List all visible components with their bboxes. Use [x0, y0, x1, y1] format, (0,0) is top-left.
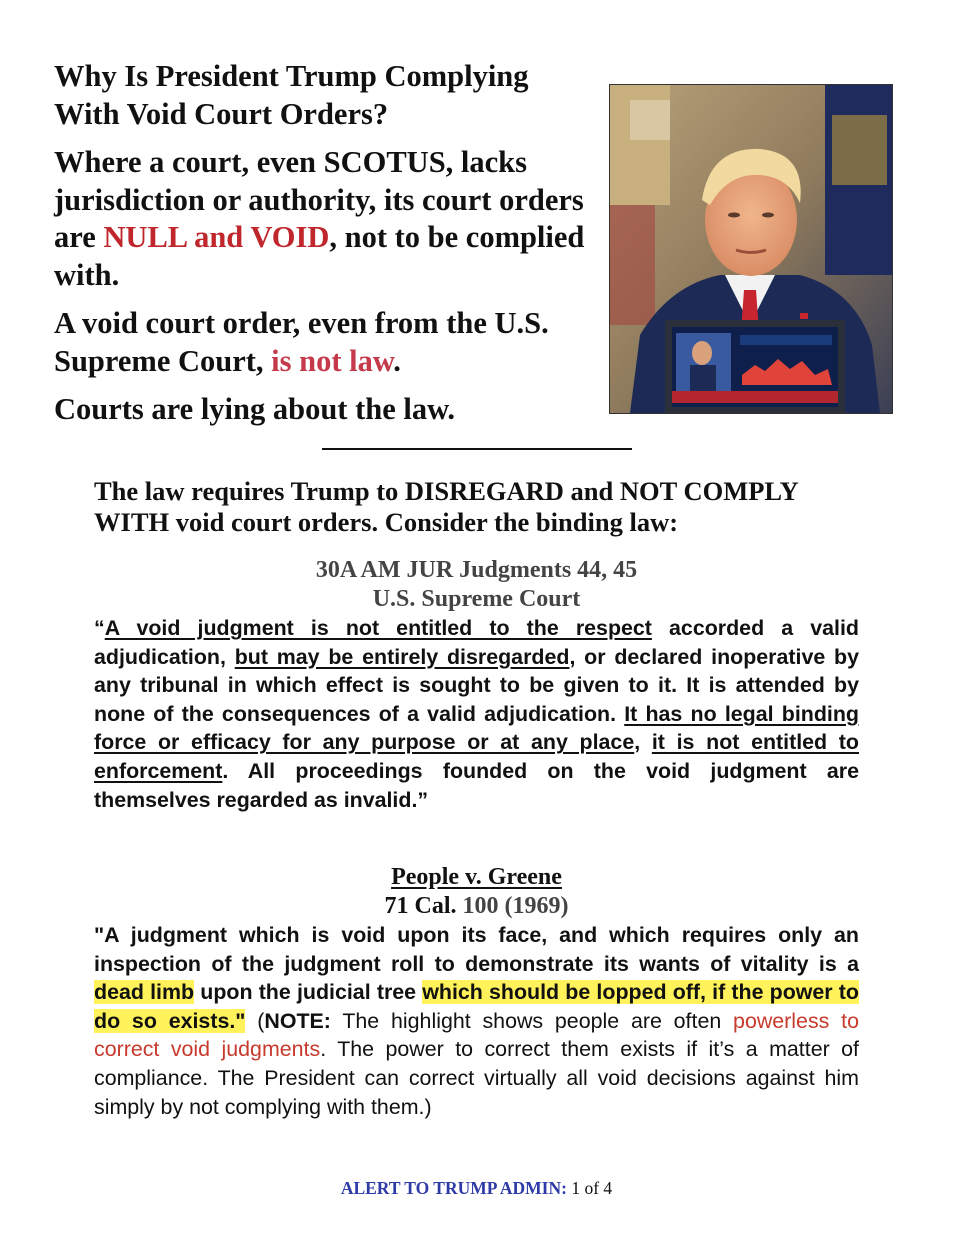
quote-people-v-greene: "A judgment which is void upon its face, and which requires only an inspection of the judgment roll to demonstrate its wants of vitality is a dead limb upon the judicial tree which should be lopped off, if the power to do so exists." (NOTE: The highlight shows people are often powerless to correct void judgments. The power to correct them exists if it’s a matter of compliance. The President can correct virtually all void decisions against him simply by not complying with them.) — [94, 923, 859, 1119]
quote-underline-1: A void judgment is not entitled to the respect — [104, 616, 652, 640]
null-and-void-text: NULL and VOID — [103, 220, 330, 254]
intro-paragraph: The law requires Trump to DISREGARD and NOT COMPLY WITH void court orders. Consider the binding law: — [94, 476, 798, 537]
section-divider — [322, 448, 632, 450]
highlight-lopped-off: which should be lopped off, if the power to do so exists." — [94, 980, 859, 1033]
footer-alert: ALERT TO TRUMP ADMIN: — [340, 1178, 567, 1198]
page-number: 1 of 4 — [566, 1178, 613, 1198]
headline-paragraph-courts: Courts are lying about the law. — [54, 392, 456, 426]
headline-paragraph-not-law: A void court order, even from the U.S. Supreme Court, is not law. — [54, 306, 549, 378]
quote-am-jur: “A void judgment is not entitled to the respect accorded a valid adjudication, but may be entirely disregarded, or declared inoperative by any tribunal in which effect is sought to be given to it. It is attended by none of the consequences of a valid adjudication. It has no legal binding force or efficacy for any purpose or at any place, it is not entitled to enforcement. All proceedings founded on the void judgment are themselves regarded as invalid.” — [94, 616, 859, 812]
president-photo — [609, 84, 893, 414]
case-name: People v. Greene — [391, 864, 562, 890]
is-not-law-text: is not law — [271, 343, 394, 378]
citation-am-jur-court: U.S. Supreme Court — [372, 586, 581, 612]
headline-block — [54, 58, 594, 440]
powerless-text: powerless to correct void judgments — [94, 1008, 859, 1062]
quote-underline-4: it is not entitled to enforcement — [94, 730, 859, 783]
highlight-dead-limb: dead limb — [94, 980, 195, 1005]
citation-people-v-greene — [94, 863, 859, 921]
quote-underline-2: but may be entirely disregarded — [234, 644, 570, 669]
headline-question: Why Is President Trump Complying With Void Court Orders? — [54, 59, 529, 131]
citation-am-jur — [94, 556, 859, 614]
citation-am-jur-source: 30A AM JUR Judgments 44, 45 — [315, 557, 638, 583]
page-footer — [0, 1178, 953, 1199]
case-reporter: 71 Cal. 100 (1969) — [384, 893, 569, 919]
quote-underline-3: It has no legal binding force or efficacy for any purpose or at any place — [94, 701, 859, 755]
note-label: NOTE: — [264, 1008, 331, 1033]
headline-paragraph-void: Where a court, even SCOTUS, lacks jurisdiction or authority, its court orders are NULL and VOID, not to be complied with. — [54, 145, 585, 292]
